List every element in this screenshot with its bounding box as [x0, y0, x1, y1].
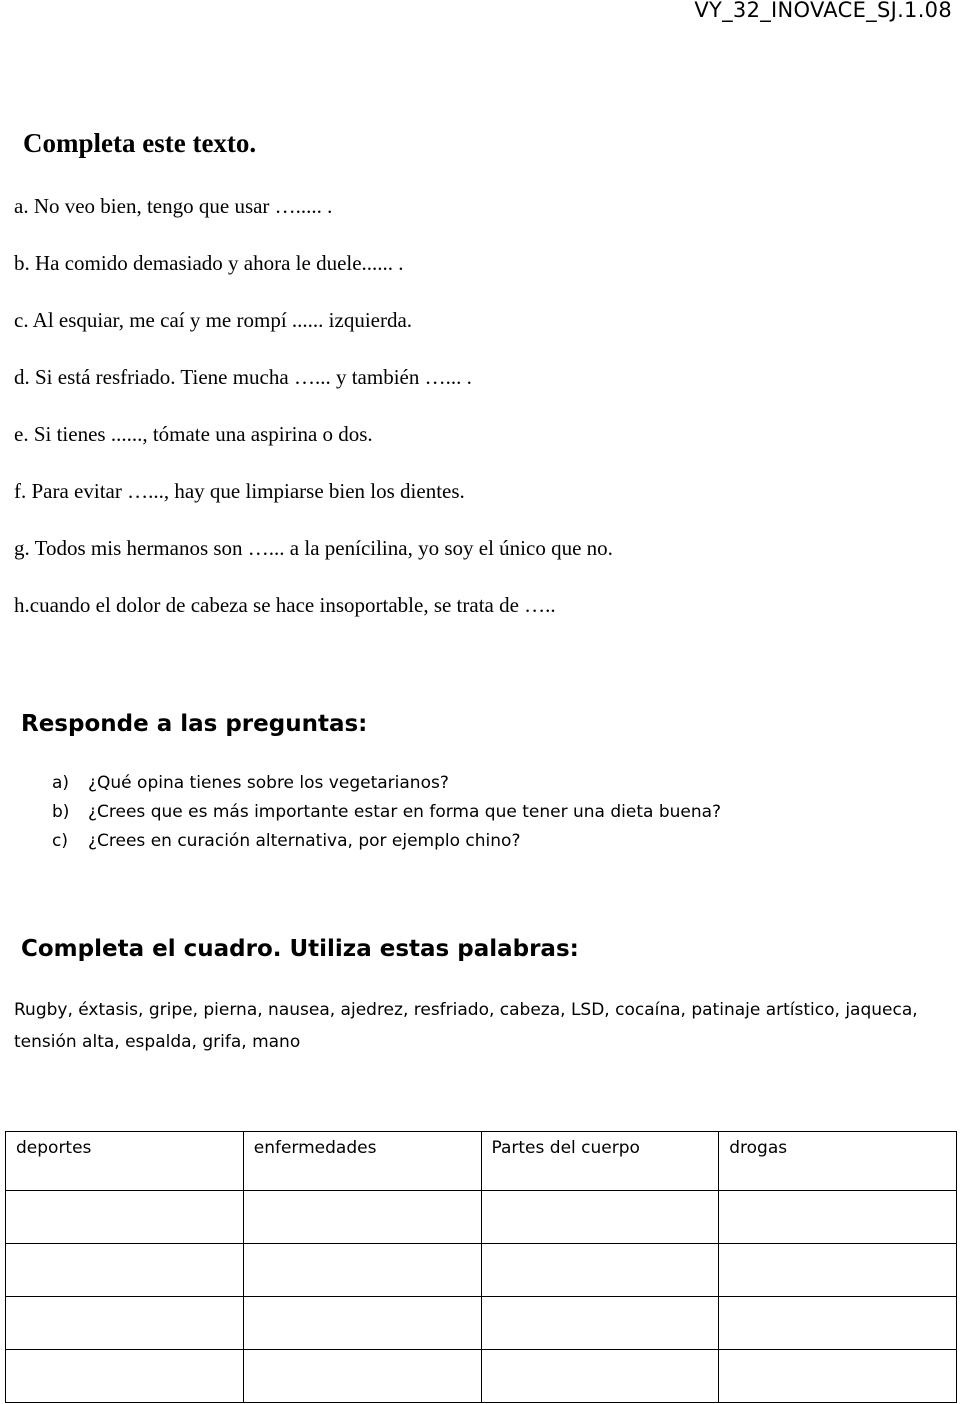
table-cell[interactable] [719, 1244, 957, 1297]
sentence-d: d. Si está resfriado. Tiene mucha …... y también …... . [14, 365, 472, 389]
section-title-complete-text: Completa este texto. [23, 128, 257, 158]
table-cell[interactable] [243, 1191, 481, 1244]
word-bank: Rugby, éxtasis, gripe, pierna, nausea, ajedrez, resfriado, cabeza, LSD, cocaína, patinaje artístico, jaqueca, tensión alta, espalda, grifa, mano [14, 1000, 918, 1052]
question-text: ¿Qué opina tienes sobre los vegetarianos? [88, 773, 449, 793]
document-code: VY_32_INOVACE_SJ.1.08 [694, 0, 952, 22]
table-cell[interactable] [6, 1244, 244, 1297]
sentence-h: h.cuando el dolor de cabeza se hace insoportable, se trata de ….. [14, 593, 556, 617]
section-title-complete-table: Completa el cuadro. Utiliza estas palabras: [21, 936, 579, 962]
question-list [52, 771, 721, 858]
header-partes-del-cuerpo: Partes del cuerpo [481, 1132, 719, 1191]
table-cell[interactable] [719, 1191, 957, 1244]
table-cell[interactable] [481, 1350, 719, 1403]
fill-in-sentences [14, 191, 613, 647]
table-row [6, 1350, 957, 1403]
section-title-questions: Responde a las preguntas: [21, 711, 368, 737]
sentence-e: e. Si tienes ......, tómate una aspirina o dos. [14, 422, 373, 446]
table-cell[interactable] [719, 1350, 957, 1403]
question-marker: b) [52, 802, 70, 822]
sentence-f: f. Para evitar …..., hay que limpiarse bien los dientes. [14, 479, 465, 503]
question-c [52, 829, 721, 858]
table-cell[interactable] [243, 1350, 481, 1403]
sentence-a: a. No veo bien, tengo que usar …..... . [14, 194, 333, 218]
header-enfermedades: enfermedades [243, 1132, 481, 1191]
table-cell[interactable] [243, 1297, 481, 1350]
table-cell[interactable] [481, 1244, 719, 1297]
sentence-g: g. Todos mis hermanos son …... a la penícilina, yo soy el único que no. [14, 536, 613, 560]
classification-table [5, 1131, 957, 1403]
table-row [6, 1297, 957, 1350]
question-a [52, 771, 721, 800]
table-cell[interactable] [243, 1244, 481, 1297]
table-cell[interactable] [719, 1297, 957, 1350]
table-cell[interactable] [6, 1297, 244, 1350]
table-header-row [6, 1132, 957, 1191]
table-cell[interactable] [481, 1297, 719, 1350]
table-row [6, 1244, 957, 1297]
header-drogas: drogas [719, 1132, 957, 1191]
question-marker: a) [52, 773, 70, 793]
table-cell[interactable] [6, 1350, 244, 1403]
question-text: ¿Crees en curación alternativa, por ejemplo chino? [88, 831, 521, 851]
question-b [52, 800, 721, 829]
table-cell[interactable] [481, 1191, 719, 1244]
table-row [6, 1191, 957, 1244]
sentence-c: c. Al esquiar, me caí y me rompí ...... izquierda. [14, 308, 413, 332]
table-cell[interactable] [6, 1191, 244, 1244]
sentence-b: b. Ha comido demasiado y ahora le duele...... . [14, 251, 404, 275]
header-deportes: deportes [6, 1132, 244, 1191]
question-text: ¿Crees que es más importante estar en forma que tener una dieta buena? [88, 802, 722, 822]
question-marker: c) [52, 831, 68, 851]
